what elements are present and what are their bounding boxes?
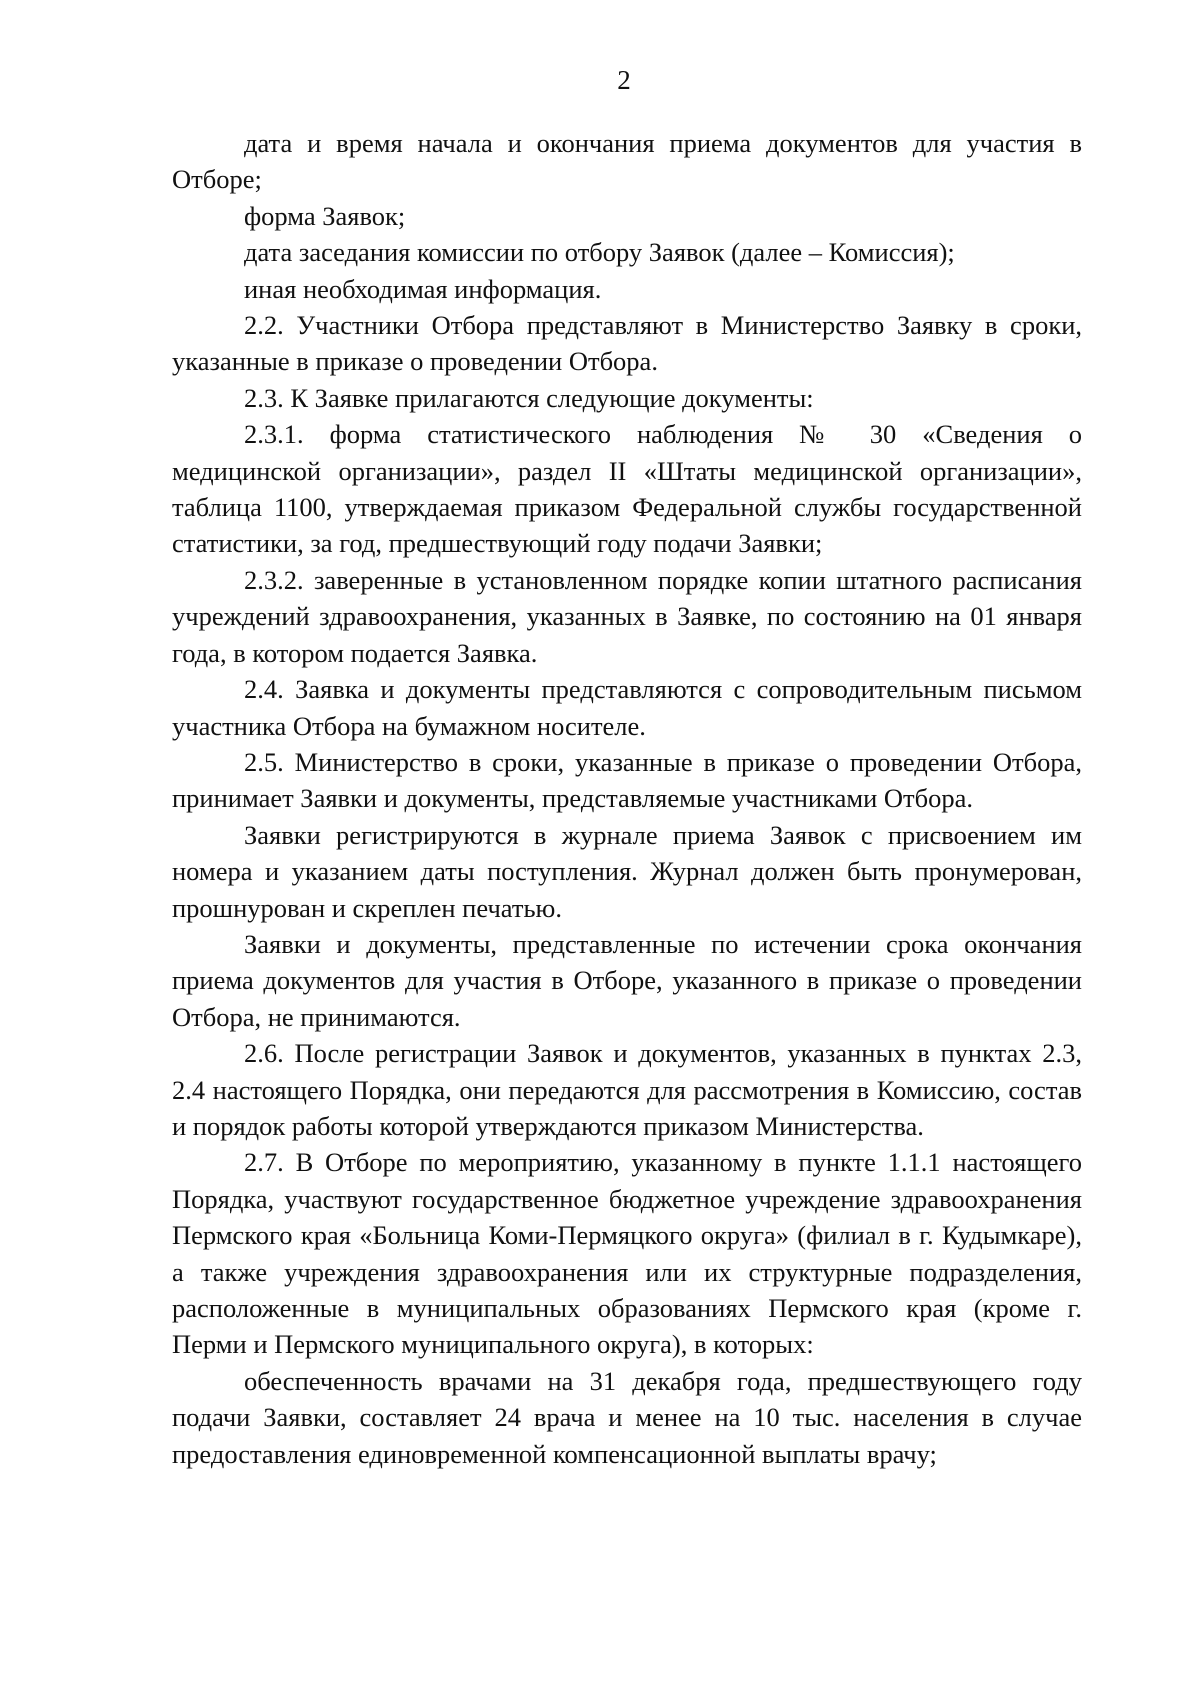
paragraph-2-3: 2.3. К Заявке прилагаются следующие документы:: [244, 382, 814, 413]
paragraph-2-3-1: 2.3.1. форма статистического наблюдения № 30 «Сведения о медицинской организации», раздел II «Штаты медицинской организации», таблица 1100, утверждаемая приказом Федеральной службы государственной статистики, за год, предшествующий году подачи Заявки;: [172, 419, 1082, 559]
paragraph-other-info: иная необходимая информация.: [244, 273, 602, 304]
paragraph-2-5: 2.5. Министерство в сроки, указанные в приказе о проведении Отбора, принимает Заявки и документы, представляемые участниками Отбора.: [172, 746, 1082, 814]
paragraph-commission-date: дата заседания комиссии по отбору Заявок (далее – Комиссия);: [244, 237, 955, 268]
paragraph-late-applications: Заявки и документы, представленные по истечении срока окончания приема документов для участия в Отборе, указанного в приказе о проведении Отбора, не принимаются.: [172, 928, 1082, 1032]
page-number: 2: [617, 65, 631, 95]
paragraph-2-2: 2.2. Участники Отбора представляют в Министерство Заявку в сроки, указанные в приказе о проведении Отбора.: [172, 310, 1082, 377]
paragraph-registration: Заявки регистрируются в журнале приема Заявок с присвоением им номера и указанием даты поступления. Журнал должен быть пронумерован, прошнурован и скреплен печатью.: [172, 819, 1082, 923]
document-body: [172, 125, 1082, 1472]
paragraph-application-dates: дата и время начала и окончания приема документов для участия в Отборе;: [172, 128, 1082, 195]
paragraph-2-3-2: 2.3.2. заверенные в установленном порядке копии штатного расписания учреждений здравоохранения, указанных в Заявке, по состоянию на 01 января года, в котором подается Заявка.: [172, 564, 1082, 668]
paragraph-doctor-provision: обеспеченность врачами на 31 декабря года, предшествующего году подачи Заявки, составляет 24 врача и менее на 10 тыс. населения в случае предоставления единовременной компенсационной выплаты врачу;: [172, 1365, 1082, 1469]
paragraph-2-7: 2.7. В Отборе по мероприятию, указанному в пункте 1.1.1 настоящего Порядка, участвуют государственное бюджетное учреждение здравоохранения Пермского края «Больница Коми-Пермяцкого округа» (филиал в г. Кудымкаре), а также учреждения здравоохранения или их структурные подразделения, расположенные в муниципальных образованиях Пермского края (кроме г. Перми и Пермского муниципального округа), в которых:: [172, 1147, 1082, 1360]
paragraph-2-6: 2.6. После регистрации Заявок и документов, указанных в пунктах 2.3, 2.4 настоящего Порядка, они передаются для рассмотрения в Комиссию, состав и порядок работы которой утверждаются приказом Министерства.: [172, 1038, 1082, 1141]
paragraph-application-form: форма Заявок;: [244, 200, 406, 231]
paragraph-2-4: 2.4. Заявка и документы представляются с сопроводительным письмом участника Отбора на бумажном носителе.: [172, 674, 1082, 741]
